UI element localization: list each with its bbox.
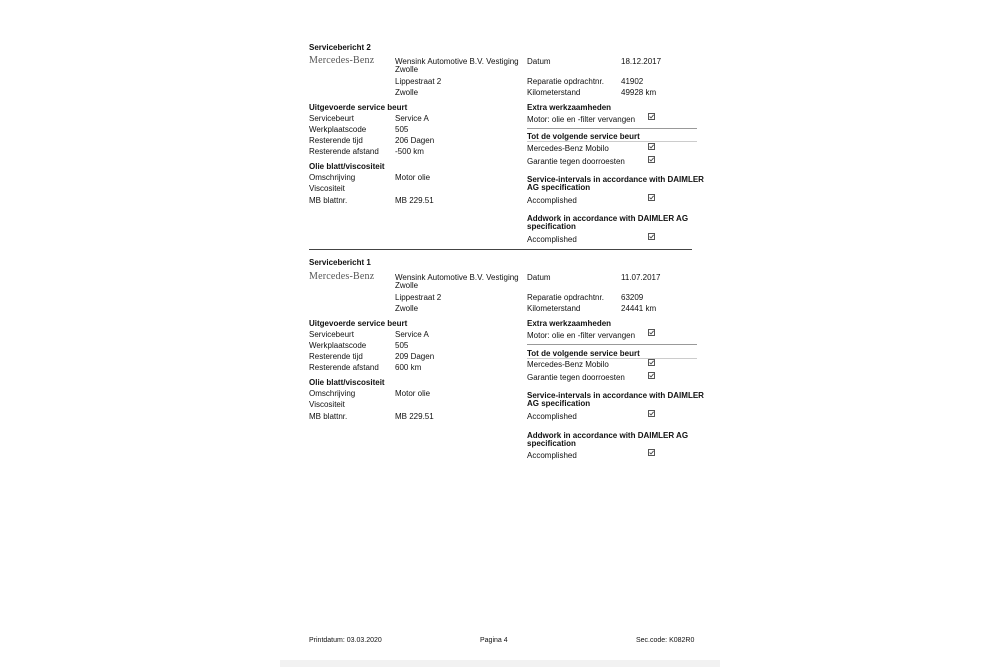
oil-row-label: MB blattnr.	[309, 412, 348, 421]
oil-row-value: MB 229.51	[395, 412, 434, 421]
addwork-item: Accomplished	[527, 451, 577, 460]
service-row-value: Service A	[395, 114, 429, 123]
addwork-heading-cont: specification	[527, 222, 576, 231]
section-divider	[527, 141, 697, 142]
oil-row-value: Motor olie	[395, 389, 431, 398]
next-service-item: Garantie tegen doorroesten	[527, 157, 625, 166]
service-row-label: Servicebeurt	[309, 330, 354, 339]
next-service-item: Mercedes-Benz Mobilo	[527, 144, 609, 153]
report-separator	[309, 249, 692, 250]
mileage-label: Kilometerstand	[527, 88, 581, 97]
security-code: Sec.code: K082R0	[636, 637, 695, 644]
dealer-street: Lippestraat 2	[395, 77, 442, 86]
oil-row-label: MB blattnr.	[309, 196, 348, 205]
mercedes-benz-logo: Mercedes-Benz	[309, 55, 375, 66]
dealer-city: Zwolle	[395, 88, 419, 97]
service-row-label: Resterende tijd	[309, 136, 363, 145]
service-heading: Uitgevoerde service beurt	[309, 103, 408, 112]
order-label: Reparatie opdrachtnr.	[527, 293, 604, 302]
report-title: Servicebericht 2	[309, 43, 371, 52]
mileage-value: 24441 km	[621, 304, 657, 313]
intervals-heading: Service-intervals in accordance with DAIMLER	[527, 175, 704, 184]
date-label: Datum	[527, 57, 551, 66]
oil-row-label: Viscositeit	[309, 184, 345, 193]
oil-row-value: Motor olie	[395, 173, 431, 182]
service-heading: Uitgevoerde service beurt	[309, 319, 408, 328]
section-divider	[527, 344, 697, 345]
oil-row-value: MB 229.51	[395, 196, 434, 205]
service-row-label: Resterende afstand	[309, 363, 379, 372]
service-row-value: 206 Dagen	[395, 136, 435, 145]
service-row-value: 505	[395, 341, 409, 350]
dealer-name: Wensink Automotive B.V. Vestiging	[395, 57, 519, 66]
date-label: Datum	[527, 273, 551, 282]
dealer-location: Zwolle	[395, 65, 419, 74]
page-number: Pagina 4	[480, 637, 508, 644]
service-row-value: 505	[395, 125, 409, 134]
addwork-item: Accomplished	[527, 235, 577, 244]
next-service-item: Garantie tegen doorroesten	[527, 373, 625, 382]
oil-row-label: Viscositeit	[309, 400, 345, 409]
service-row-label: Werkplaatscode	[309, 341, 367, 350]
order-value: 41902	[621, 77, 644, 86]
addwork-heading: Addwork in accordance with DAIMLER AG	[527, 431, 689, 440]
oil-row-label: Omschrijving	[309, 389, 356, 398]
service-row-value: -500 km	[395, 147, 424, 156]
extra-work-item: Motor: olie en -filter vervangen	[527, 331, 636, 340]
intervals-item: Accomplished	[527, 196, 577, 205]
report-title: Servicebericht 1	[309, 258, 371, 267]
dealer-name: Wensink Automotive B.V. Vestiging	[395, 273, 519, 282]
next-service-heading: Tot de volgende service beurt	[527, 132, 640, 141]
checked-checkbox-icon	[648, 372, 655, 379]
checked-checkbox-icon	[648, 113, 655, 120]
page-edge-shadow	[280, 660, 720, 667]
addwork-heading-cont: specification	[527, 439, 576, 448]
oil-heading: Olie blatt/viscositeit	[309, 162, 385, 171]
date-value: 18.12.2017	[621, 57, 662, 66]
mileage-value: 49928 km	[621, 88, 657, 97]
section-divider	[527, 358, 697, 359]
addwork-heading: Addwork in accordance with DAIMLER AG	[527, 214, 689, 223]
checked-checkbox-icon	[648, 410, 655, 417]
order-label: Reparatie opdrachtnr.	[527, 77, 604, 86]
service-row-label: Werkplaatscode	[309, 125, 367, 134]
checked-checkbox-icon	[648, 329, 655, 336]
next-service-item: Mercedes-Benz Mobilo	[527, 360, 609, 369]
extra-work-heading: Extra werkzaamheden	[527, 319, 612, 328]
extra-work-item: Motor: olie en -filter vervangen	[527, 115, 636, 124]
oil-heading: Olie blatt/viscositeit	[309, 378, 385, 387]
oil-row-label: Omschrijving	[309, 173, 356, 182]
intervals-heading-cont: AG specification	[527, 183, 591, 192]
checked-checkbox-icon	[648, 449, 655, 456]
mercedes-benz-logo: Mercedes-Benz	[309, 271, 375, 282]
dealer-location: Zwolle	[395, 281, 419, 290]
print-date: Printdatum: 03.03.2020	[309, 637, 382, 644]
mileage-label: Kilometerstand	[527, 304, 581, 313]
service-row-label: Servicebeurt	[309, 114, 354, 123]
intervals-heading-cont: AG specification	[527, 399, 591, 408]
service-row-value: 600 km	[395, 363, 422, 372]
dealer-street: Lippestraat 2	[395, 293, 442, 302]
checked-checkbox-icon	[648, 194, 655, 201]
checked-checkbox-icon	[648, 143, 655, 150]
service-row-value: 209 Dagen	[395, 352, 435, 361]
checked-checkbox-icon	[648, 233, 655, 240]
service-row-value: Service A	[395, 330, 429, 339]
next-service-heading: Tot de volgende service beurt	[527, 349, 640, 358]
order-value: 63209	[621, 293, 644, 302]
date-value: 11.07.2017	[621, 273, 661, 282]
checked-checkbox-icon	[648, 359, 655, 366]
service-row-label: Resterende tijd	[309, 352, 363, 361]
intervals-heading: Service-intervals in accordance with DAIMLER	[527, 391, 704, 400]
dealer-city: Zwolle	[395, 304, 419, 313]
checked-checkbox-icon	[648, 156, 655, 163]
extra-work-heading: Extra werkzaamheden	[527, 103, 612, 112]
intervals-item: Accomplished	[527, 412, 577, 421]
service-row-label: Resterende afstand	[309, 147, 379, 156]
section-divider	[527, 128, 697, 129]
